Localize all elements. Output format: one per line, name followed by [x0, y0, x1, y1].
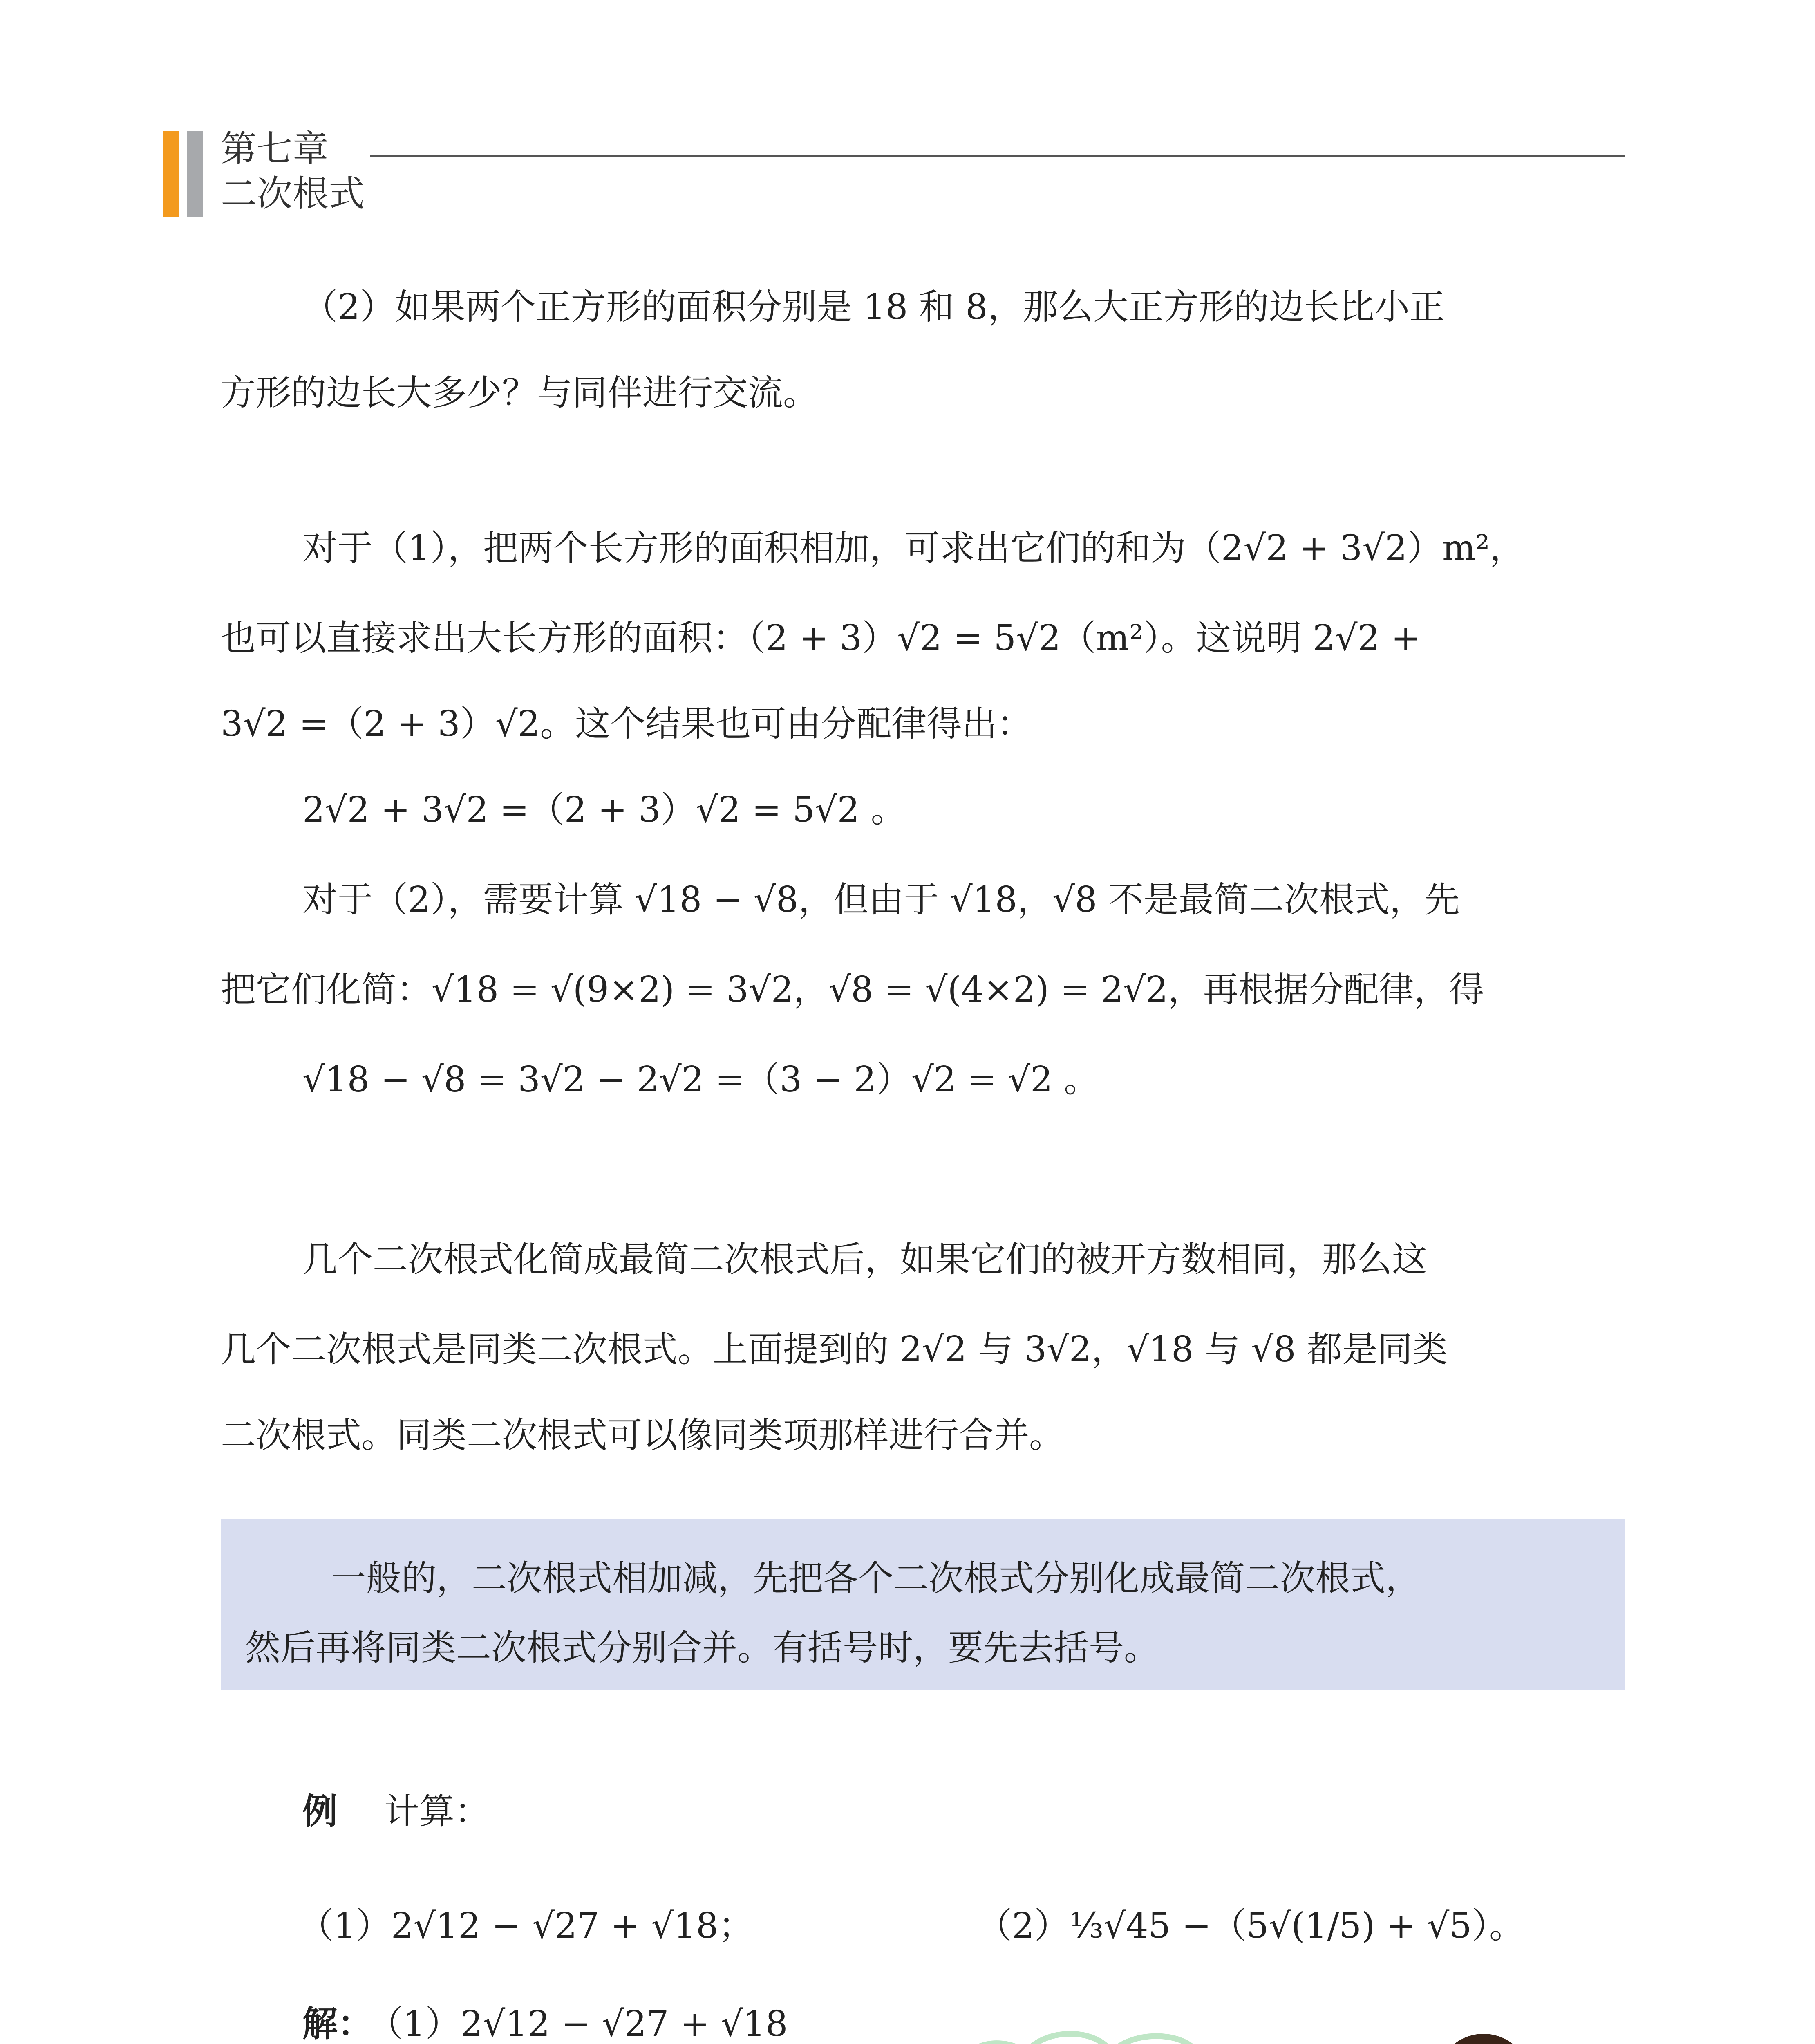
- paragraph-3-line-2: 几个二次根式是同类二次根式。上面提到的 2√2 与 3√2，√18 与 √8 都是同类: [221, 1329, 1448, 1370]
- paragraph-1-line-1: 对于（1），把两个长方形的面积相加，可求出它们的和为（2√2 + 3√2）m²，: [302, 528, 1525, 569]
- paragraph-1-line-3: 3√2 =（2 + 3）√2。这个结果也可由分配律得出：: [221, 704, 1032, 744]
- paragraph-3-line-3: 二次根式。同类二次根式可以像同类项那样进行合并。: [221, 1415, 1064, 1456]
- header-rule: [370, 155, 1625, 157]
- solution-line-1: （1）2√12 − √27 + √18: [368, 2004, 788, 2044]
- chapter-title: 二次根式: [221, 173, 365, 215]
- example-problem-1: （1）2√12 − √27 + √18；: [298, 1905, 754, 1946]
- paragraph-1-equation: 2√2 + 3√2 =（2 + 3）√2 = 5√2 。: [302, 789, 906, 830]
- question-2-line-1: （2）如果两个正方形的面积分别是 18 和 8，那么大正方形的边长比小正: [302, 287, 1445, 327]
- paragraph-3-line-1: 几个二次根式化简成最简二次根式后，如果它们的被开方数相同，那么这: [302, 1239, 1427, 1280]
- paragraph-2-line-1: 对于（2），需要计算 √18 − √8，但由于 √18，√8 不是最简二次根式，先: [302, 879, 1460, 920]
- paragraph-1-line-2: 也可以直接求出大长方形的面积：（2 + 3）√2 = 5√2（m²）。这说明 2√2 +: [221, 618, 1421, 659]
- thought-bubble: [891, 2024, 1402, 2044]
- solution-label: 解：: [302, 2004, 373, 2044]
- rule-box-line-1: 一般的，二次根式相加减，先把各个二次根式分别化成最简二次根式，: [331, 1558, 1421, 1599]
- example-instruction: 计算：: [384, 1791, 490, 1832]
- example-label: 例: [302, 1791, 338, 1832]
- girl-illustration: [1398, 2024, 1569, 2044]
- example-problem-2: （2）⅓√45 −（5√(1/5) + √5）。: [977, 1905, 1524, 1946]
- paragraph-2-line-2: 把它们化简：√18 = √(9×2) = 3√2，√8 = √(4×2) = 2√2，再根据分配律，得: [221, 969, 1484, 1010]
- chapter-label: 第七章: [221, 128, 329, 170]
- question-2-line-2: 方形的边长大多少？与同伴进行交流。: [221, 372, 818, 413]
- rule-box: [221, 1519, 1625, 1690]
- header-accent-gray: [187, 131, 203, 217]
- header-accent-orange: [163, 131, 179, 217]
- rule-box-line-2: 然后再将同类二次根式分别合并。有括号时，要先去括号。: [245, 1627, 1159, 1668]
- paragraph-2-equation: √18 − √8 = 3√2 − 2√2 =（3 − 2）√2 = √2 。: [302, 1059, 1099, 1100]
